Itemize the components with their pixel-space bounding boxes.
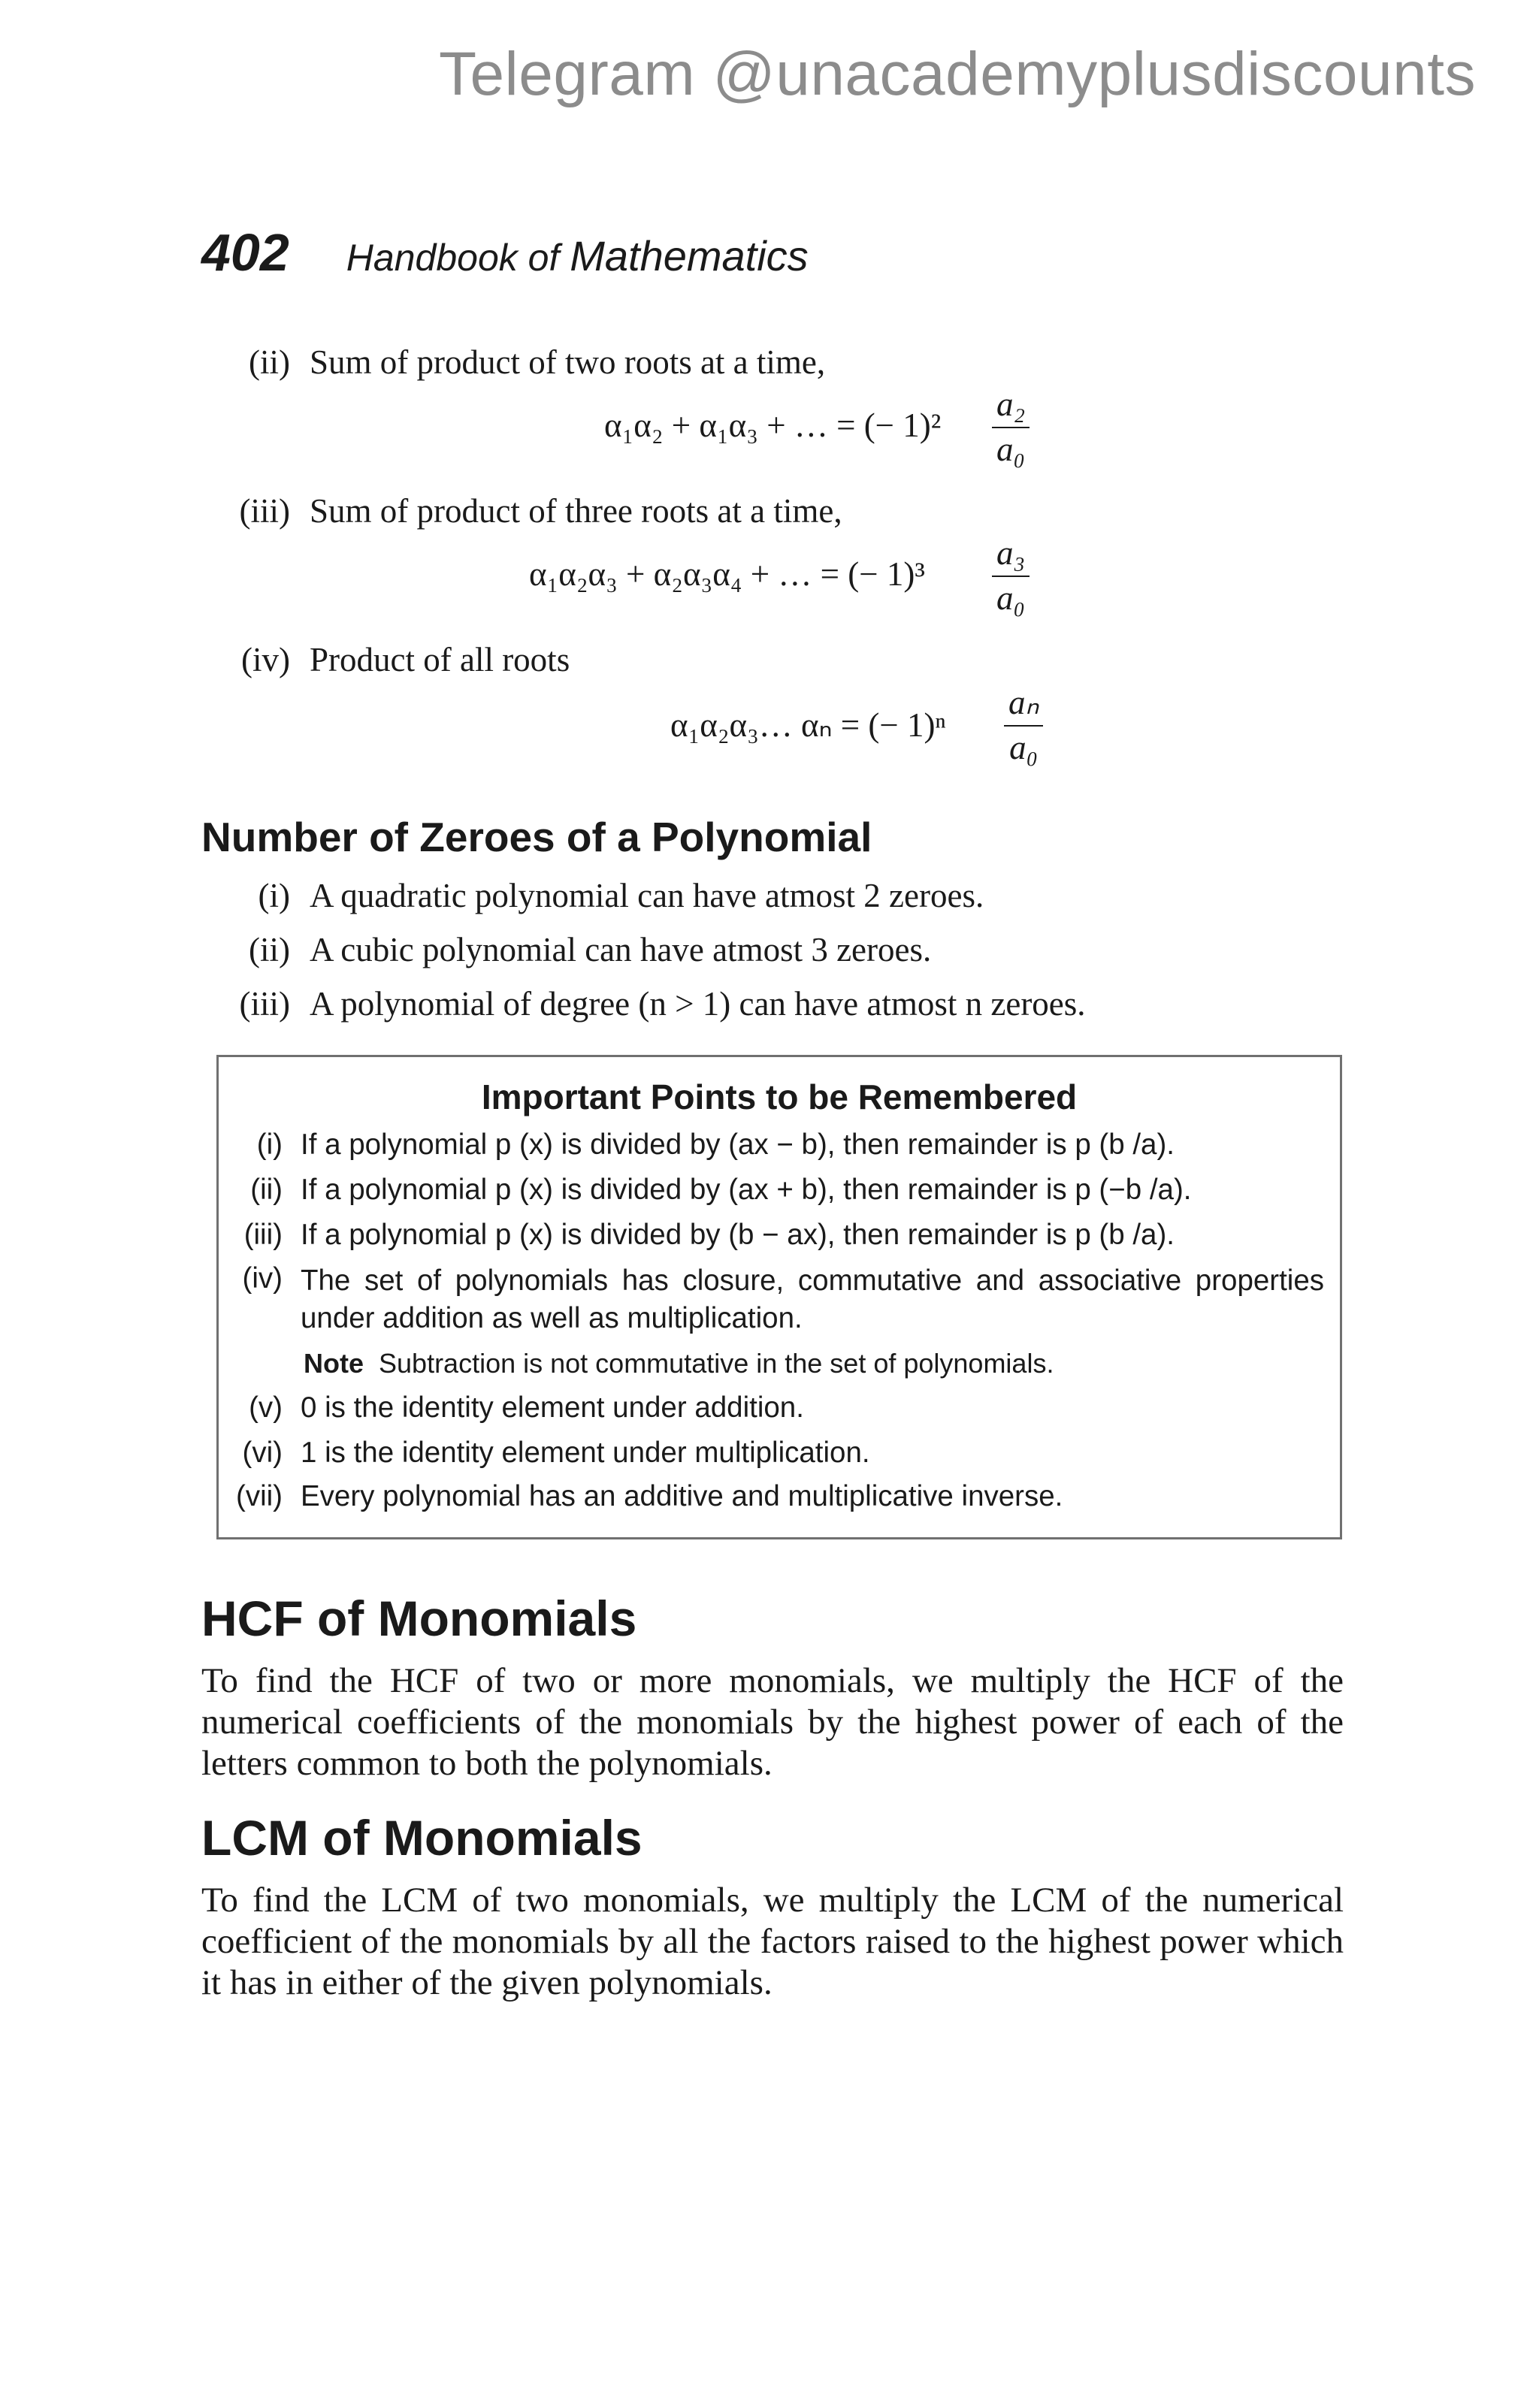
equation-lhs: α₁α₂α₃… αₙ = (− 1)ⁿ xyxy=(670,706,946,744)
note-label: Note xyxy=(304,1348,364,1379)
vieta-item-iv xyxy=(241,640,570,679)
important-item-iv xyxy=(242,1262,1324,1337)
hcf-paragraph: To find the HCF of two or more monomials, we multiply the HCF of the numerical coefficients of the monomials by the highest power of each of the letters common to both the polynomials. xyxy=(201,1661,1344,1783)
equation-lhs: α₁α₂α₃ + α₂α₃α₄ + … = (− 1)³ xyxy=(529,555,925,593)
item-number: (iii) xyxy=(239,985,290,1023)
box-title: Important Points to be Remembered xyxy=(481,1077,1078,1116)
item-text: 1 is the identity element under multiplication. xyxy=(301,1437,870,1469)
item-text: If a polynomial p (x) is divided by (ax − b), then remainder is p (b /a). xyxy=(301,1128,1175,1161)
item-number: (i) xyxy=(256,1128,283,1161)
heading-hcf-of-monomials: HCF of Monomials xyxy=(201,1591,637,1646)
item-text: Product of all roots xyxy=(310,641,570,678)
fraction-numerator: a₃ xyxy=(992,533,1030,577)
important-item-vii xyxy=(236,1480,1063,1513)
book-title-main: Mathematics xyxy=(570,232,809,279)
note xyxy=(304,1348,1054,1379)
item-number: (ii) xyxy=(249,931,290,968)
item-number: (ii) xyxy=(249,343,290,381)
zeroes-item-ii xyxy=(249,930,932,969)
item-text: Sum of product of three roots at a time, xyxy=(310,492,842,530)
page-number: 402 xyxy=(201,223,289,282)
item-text: A polynomial of degree (n > 1) can have atmost n zeroes. xyxy=(310,985,1086,1023)
item-number: (iii) xyxy=(239,492,290,530)
zeroes-item-i xyxy=(258,876,984,915)
equation-fraction xyxy=(992,385,1030,469)
important-item-v xyxy=(249,1391,804,1425)
important-item-ii xyxy=(250,1174,1192,1207)
item-text: 0 is the identity element under addition. xyxy=(301,1391,804,1424)
item-number: (iv) xyxy=(241,641,290,678)
item-text: Every polynomial has an additive and multiplicative inverse. xyxy=(301,1480,1063,1512)
equation-fraction xyxy=(992,533,1030,618)
item-text: A quadratic polynomial can have atmost 2 zeroes. xyxy=(310,877,984,914)
equation-lhs: α₁α₂ + α₁α₃ + … = (− 1)² xyxy=(604,406,942,444)
item-number: (iii) xyxy=(243,1219,283,1251)
fraction-denominator: a₀ xyxy=(996,431,1026,468)
book-title xyxy=(346,231,809,280)
equation-fraction xyxy=(1004,682,1043,767)
heading-lcm-of-monomials: LCM of Monomials xyxy=(201,1810,643,1866)
fraction-denominator: a₀ xyxy=(996,579,1026,617)
heading-number-of-zeroes: Number of Zeroes of a Polynomial xyxy=(201,814,872,860)
item-number: (iv) xyxy=(242,1262,283,1295)
item-number: (i) xyxy=(258,877,290,914)
running-head xyxy=(201,222,809,282)
important-item-vi xyxy=(242,1437,870,1470)
note-text: Subtraction is not commutative in the set of polynomials. xyxy=(379,1348,1054,1379)
item-number: (vi) xyxy=(242,1437,283,1469)
item-text: If a polynomial p (x) is divided by (b − ax), then remainder is p (b /a). xyxy=(301,1219,1175,1251)
zeroes-item-iii xyxy=(239,984,1086,1023)
vieta-item-ii xyxy=(249,343,826,382)
fraction-numerator: aₙ xyxy=(1004,682,1043,727)
lcm-paragraph: To find the LCM of two monomials, we multiply the LCM of the numerical coefficient of the monomials by all the factors raised to the highest power which it has in either of the given polynomials. xyxy=(201,1881,1344,2002)
item-text: Sum of product of two roots at a time, xyxy=(310,343,826,381)
item-number: (v) xyxy=(249,1391,283,1424)
book-title-prefix: Handbook of xyxy=(346,237,560,279)
item-text: A cubic polynomial can have atmost 3 zeroes. xyxy=(310,931,932,968)
item-number: (vii) xyxy=(236,1480,283,1512)
item-text: The set of polynomials has closure, commutative and associative properties under addition as well as multiplication. xyxy=(301,1264,1324,1334)
fraction-denominator: a₀ xyxy=(1009,729,1039,766)
item-number: (ii) xyxy=(250,1174,283,1206)
fraction-numerator: a₂ xyxy=(992,385,1030,428)
item-text: If a polynomial p (x) is divided by (ax + b), then remainder is p (−b /a). xyxy=(301,1174,1192,1206)
important-item-i xyxy=(256,1128,1175,1162)
important-item-iii xyxy=(243,1219,1175,1252)
vieta-item-iii xyxy=(239,491,842,530)
watermark: Telegram @unacademyplusdiscounts xyxy=(438,40,1476,108)
